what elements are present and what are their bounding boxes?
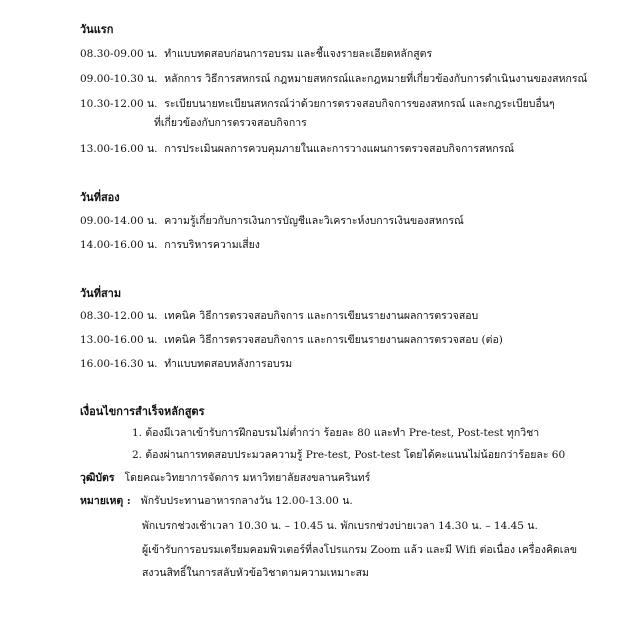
schedule-row	[80, 236, 620, 253]
row-desc: การบริหารความเสี่ยง	[164, 239, 260, 251]
remark-line: พักเบรกช่วงเช้าเวลา 10.30 น. – 10.45 น. พักเบรกช่วงบ่ายเวลา 14.30 น. – 14.45 น.	[142, 520, 538, 532]
row-desc: เทคนิค วิธีการตรวจสอบกิจการ และการเขียนรายงานผลการตรวจสอบ	[164, 310, 479, 322]
condition-item: 1. ต้องมีเวลาเข้ารับการฝึกอบรมไม่ต่ำกว่า ร้อยละ 80 และทำ Pre-test, Post-test ทุกวิชา	[132, 427, 540, 439]
row-time: 08.30-09.00 น.	[80, 48, 158, 60]
condition-item: 2. ต้องผ่านการทดสอบประมวลความรู้ Pre-test, Post-test โดยได้คะแนนไม่น้อยกว่าร้อยละ 60	[132, 449, 566, 461]
schedule-row	[80, 70, 620, 87]
row-desc: ความรู้เกี่ยวกับการเงินการบัญชีและวิเคราะห์งบการเงินของสหกรณ์	[164, 215, 464, 227]
day3-title: วันที่สาม	[80, 287, 122, 300]
day2-title: วันที่สอง	[80, 191, 120, 204]
row-desc: ทำแบบทดสอบหลังการอบรม	[164, 358, 293, 370]
schedule-row	[80, 355, 620, 372]
row-time: 10.30-12.00 น.	[80, 98, 158, 110]
row-time: 14.00-16.00 น.	[80, 239, 158, 251]
schedule-row	[80, 95, 620, 112]
schedule-row	[80, 331, 620, 348]
day1-title: วันแรก	[80, 23, 114, 36]
row-desc: หลักการ วิธีการสหกรณ์ กฎหมายสหกรณ์และกฎหมายที่เกี่ยวข้องกับการดำเนินงานของสหกรณ์	[164, 73, 588, 85]
row-desc: การประเมินผลการควบคุมภายในและการวางแผนการตรวจสอบกิจการสหกรณ์	[164, 143, 515, 155]
row-time: 09.00-14.00 น.	[80, 215, 158, 227]
remarks-label: หมายเหตุ :	[80, 495, 131, 507]
schedule-row	[80, 45, 620, 62]
schedule-row	[80, 307, 620, 324]
remark-line: สงวนสิทธิ์ในการสลับหัวข้อวิชาตามความเหมาะสม	[142, 567, 369, 579]
row-time: 08.30-12.00 น.	[80, 310, 158, 322]
remarks-row	[80, 492, 620, 509]
schedule-row	[80, 140, 620, 157]
row-time: 16.00-16.30 น.	[80, 358, 158, 370]
row-time: 13.00-16.00 น.	[80, 334, 158, 346]
row-desc: ทำแบบทดสอบก่อนการอบรม และชี้แจงรายละเอียดหลักสูตร	[164, 48, 433, 60]
remark-line: ผู้เข้ารับการอบรมเตรียมคอมพิวเตอร์ที่ลงโปรแกรม Zoom แล้ว และมี Wifi ต่อเนื่อง เครื่องคิดเลข	[142, 544, 578, 556]
row-desc-continuation: ที่เกี่ยวข้องกับการตรวจสอบกิจการ	[154, 117, 307, 129]
certificate-row	[80, 469, 620, 486]
row-desc: เทคนิค วิธีการตรวจสอบกิจการ และการเขียนรายงานผลการตรวจสอบ (ต่อ)	[164, 334, 503, 346]
certificate-label: วุฒิบัตร	[80, 472, 115, 484]
conditions-title: เงื่อนไขการสำเร็จหลักสูตร	[80, 405, 205, 418]
row-time: 09.00-10.30 น.	[80, 73, 158, 85]
schedule-row	[80, 212, 620, 229]
row-time: 13.00-16.00 น.	[80, 143, 158, 155]
row-desc: ระเบียบนายทะเบียนสหกรณ์ว่าด้วยการตรวจสอบกิจการของสหกรณ์ และกฎระเบียบอื่นๆ	[164, 98, 555, 110]
certificate-text: โดยคณะวิทยาการจัดการ มหาวิทยาลัยสงขลานครินทร์	[124, 472, 371, 484]
remark-line: พักรับประทานอาหารกลางวัน 12.00-13.00 น.	[140, 495, 353, 507]
